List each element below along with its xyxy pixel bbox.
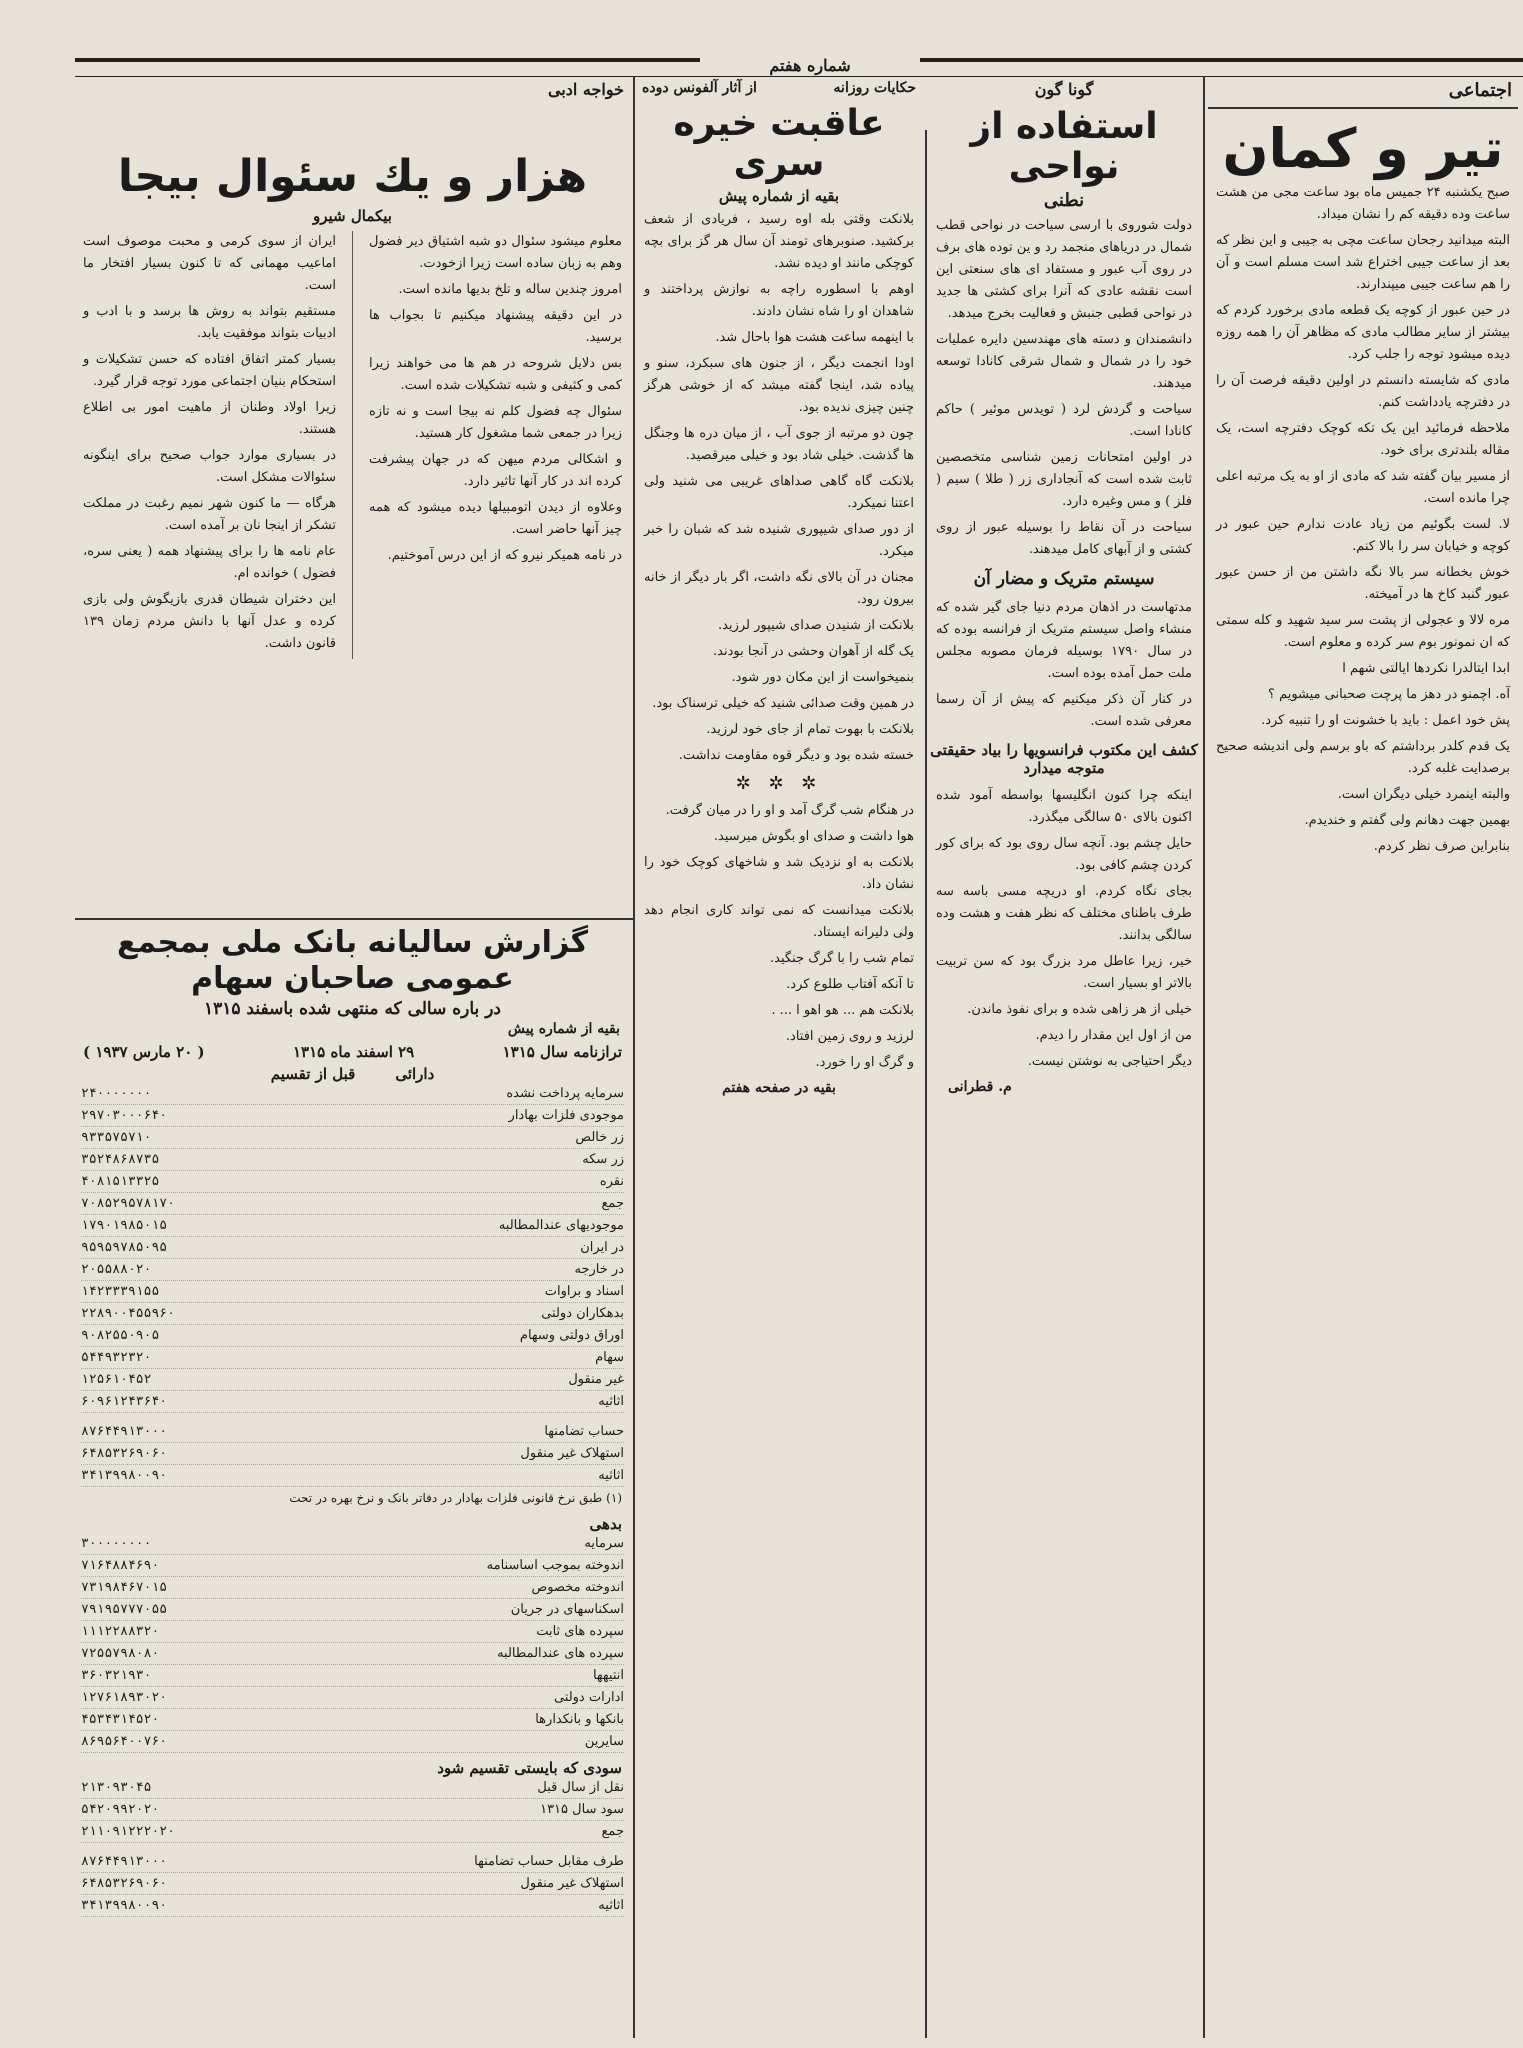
headline: هزار و یك سئوال بیجا <box>117 151 588 202</box>
ledger-row: زر سکه ۳۵۲۴۸۶۸۷۳۵ <box>81 1149 624 1171</box>
article-paragraph: از مسیر بیان گفته شد که مادی از او به یک مرتبه اعلی چرا مانده است. <box>1216 469 1510 507</box>
section-ornament: ✲ ✲ ✲ <box>735 773 823 795</box>
ledger-row: نقل از سال قبل ۲۱۳۰۹۳۰۴۵ <box>81 1777 624 1799</box>
article-paragraph: من از اول این مقدار را دیدم. <box>1035 1028 1192 1044</box>
article-paragraph: در حین عبور از کوچه یک قطعه مادی برخورد کردم که بیشتر از سایر مطالب مادی که مظاهر آن را همه روزه دیده میشود توجه را جلب کرد. <box>1216 303 1510 363</box>
article-paragraph: اودا انجمت دیگر ، از جنون های سبکرد، سنو و پیاده شد، اینجا گفته میشد که از خوشی هرگز چنین چیزی ندیده بود. <box>644 356 914 416</box>
article-paragraph: سیاحت و گردش لرد ( تویدس موئیر ) حاکم کانادا است. <box>936 402 1192 440</box>
ledger-row: طرف مقابل حساب تضامنها ۸۷۶۴۴۹۱۳۰۰۰ <box>81 1851 624 1873</box>
ledger-row: اثاثیه ۶۰۹۶۱۲۴۳۶۴۰ <box>81 1391 624 1413</box>
article-paragraph: یک قدم کلدر برداشتم که باو برسم ولی اندیشه صحیح برصدایت غلبه کرد. <box>1216 739 1510 777</box>
article-paragraph: بس دلایل شروحه در هم ها می خواهند زیرا کمی و کثیفی و شبه تشکیلات شده است. <box>369 356 622 394</box>
ledger-row: اسناد و براوات ۱۴۲۳۳۳۹۱۵۵ <box>81 1281 624 1303</box>
article-paragraph: در همین وقت صدائی شنید که خیلی ترسناک بود. <box>652 696 914 712</box>
ledger-row: موجودی فلزات بهادار ۲۹۷۰۳۰۰۰۶۴۰ <box>81 1105 624 1127</box>
statement-labels <box>75 1065 630 1083</box>
ledger-row: حساب تضامنها ۸۷۶۴۴۹۱۳۰۰۰ <box>81 1421 624 1443</box>
ledger-row: سپرده های عندالمطالبه ۷۲۵۵۷۹۸۰۸۰ <box>81 1643 624 1665</box>
article-paragraph: مادی که شایسته دانستم در اولین دقیقه فرصت آن را در دفترچه یادداشت کنم. <box>1216 373 1510 411</box>
article-hezar-soal <box>75 76 630 916</box>
ledger-row: موجودیهای عندالمطالبه ۱۷۹۰۱۹۸۵۰۱۵ <box>81 1215 624 1237</box>
article-paragraph: و اشکالی مردم میهن که در جهان پیشرفت کرده اند در کار آنها تاثیر دارد. <box>369 452 622 490</box>
liabilities-label: بدهی <box>589 1515 622 1533</box>
headline: عاقبت خیره سری <box>673 103 885 184</box>
article-paragraph: در این دقیقه پیشنهاد میکنیم تا بجواب ها برسید. <box>369 308 622 346</box>
ledger-row: اثاثیه ۳۴۱۳۹۹۸۰۰۹۰ <box>81 1465 624 1487</box>
ledger-row: جمع ۷۰۸۵۲۹۵۷۸۱۷۰ <box>81 1193 624 1215</box>
column-divider <box>633 76 635 2038</box>
before-split-label: قبل از تقسیم <box>270 1065 356 1083</box>
article-paragraph: مره لالا و عجولی از پشت سر سید شهید و کله سمتی که ان نمونور بوم سر کرده و معلوم است. <box>1216 613 1510 651</box>
article-paragraph: از دور صدای شیپوری شنیده شد که شبان را خبر میکرد. <box>644 522 914 560</box>
article-paragraph: ملاحظه فرمائید این یک تکه کوچک دفترچه است، یک مقاله بلندتری برای خود. <box>1216 421 1510 459</box>
liabilities-ledger <box>75 1533 630 1753</box>
article-paragraph: در کنار آن ذکر میکنیم که پیش از آن رسما معرفی شده است. <box>936 692 1192 730</box>
article-paragraph: تا آنکه آفتاب طلوع کرد. <box>786 977 914 993</box>
column-aghebat <box>636 76 922 2038</box>
article-paragraph: لرزید و روی زمین افتاد. <box>785 1029 914 1045</box>
statement-date-persian: ۲۹ اسفند ماه ۱۳۱۵ <box>293 1043 415 1061</box>
ledger-row: استهلاک غیر منقول ۶۴۸۵۳۲۶۹۰۶۰ <box>81 1873 624 1895</box>
article-body <box>636 800 922 1074</box>
section-kicker: گونا گون <box>1034 80 1094 99</box>
article-paragraph: بهمین جهت دهانم ولی گفتم و خندیدم. <box>1304 813 1510 829</box>
article-paragraph: اوهم با اسطوره راچه به نوازش پرداختند و شاهدان او را شاه نشان دادند. <box>644 282 914 320</box>
article-body <box>928 597 1200 733</box>
ledger-row: سرمایه ۳۰۰۰۰۰۰۰۰ <box>81 1533 624 1555</box>
headline: استفاده از نواحی <box>970 106 1158 187</box>
article-paragraph: دیگر احتیاجی به نوشتن نیست. <box>1027 1054 1192 1070</box>
article-paragraph: امروز چندین ساله و تلخ بدیها مانده است. <box>398 282 622 298</box>
bank-report <box>75 925 630 2035</box>
article-paragraph: مجنان در آن بالای نگه داشت، اگر بار دیگر از خانه بیرون رود. <box>644 570 914 608</box>
article-paragraph: بلانکت وقتی بله اوه رسید ، فریادی از شعف برکشید. صنوبرهای تومند آن سال هر گز برای بچه کوچکی مانند او دیده نشد. <box>644 212 914 272</box>
profit-heading: سودی که بایستی تقسیم شود <box>437 1759 622 1777</box>
article-paragraph: در نامه همیکر نیرو که از این درس آموختیم. <box>387 548 622 564</box>
ledger-row: در ایران ۹۵۹۵۹۷۸۵۰۹۵ <box>81 1237 624 1259</box>
article-paragraph: در بسیاری موارد جواب صحیح برای اینگونه سئوالات مشکل است. <box>83 448 336 486</box>
article-paragraph: بنابراین صرف نظر کردم. <box>1373 839 1510 855</box>
kicker-rule <box>1208 107 1518 109</box>
assets-ledger <box>75 1083 630 1413</box>
ledger-row: در خارجه ۲۰۵۵۸۸۰۲۰ <box>81 1259 624 1281</box>
section-kicker: اجتماعی <box>1448 80 1512 101</box>
ledger-row: انتیهها ۳۶۰۳۲۱۹۳۰ <box>81 1665 624 1687</box>
article-paragraph: در اولین امتحانات زمین شناسی متخصصین ثابت شده است که آنجاداری زر ( طلا ) سیم ( فلز ) و مس وغیره دارد. <box>936 450 1192 510</box>
article-body-right <box>361 231 630 659</box>
article-paragraph: با اینهمه ساعت هشت هوا باحال شد. <box>715 330 914 346</box>
section-kicker: خواجه ادبی <box>548 80 624 99</box>
article-paragraph: حایل چشم بود. آنچه سال روی بود که برای کور کردن چشم کافی بود. <box>936 836 1192 874</box>
profit-ledger <box>75 1777 630 1843</box>
report-title: گزارش سالیانه بانک ملی بمجمع عمومی صاحبان سهام <box>116 925 589 996</box>
bottom-ledger <box>75 1851 630 1917</box>
article-paragraph: مستقیم بتواند به روش ها برسد و با ادب و ادبیات بتواند موفقیت یابد. <box>83 304 336 342</box>
statement-title: ترازنامه سال ۱۳۱۵ <box>502 1043 622 1061</box>
ledger-row: اثاثیه ۳۴۱۳۹۹۸۰۰۹۰ <box>81 1895 624 1917</box>
article-paragraph: هرگاه — ما کنون شهر نمیم رغبت در مملکت تشکر از اینجا نان بر آمده است. <box>83 496 336 534</box>
ledger-row: اوراق دولتی وسهام ۹۰۸۲۵۵۰۹۰۵ <box>81 1325 624 1347</box>
ledger-row: اسکناسهای در جریان ۷۹۱۹۵۷۷۷۰۵۵ <box>81 1599 624 1621</box>
column-tir-o-kaman <box>1208 76 1518 2038</box>
column-kickers <box>636 76 922 100</box>
article-paragraph: هوا داشت و صدای او بگوش میرسید. <box>713 829 914 845</box>
column-divider <box>925 130 927 2038</box>
section-heading: سیستم متریک و مضار آن <box>973 569 1155 590</box>
ledger-row: سپرده های ثابت ۱۱۱۲۲۸۸۳۲۰ <box>81 1621 624 1643</box>
article-body-left <box>75 231 344 659</box>
two-column-body <box>75 231 630 659</box>
ledger-row: جمع ۲۱۱۰۹۱۲۲۲۰۲۰ <box>81 1821 624 1843</box>
article-paragraph: معلوم میشود سئوال دو شبه اشتیاق دیر فضول وهم به زبان ساده است زیرا ازخودت. <box>369 234 622 272</box>
article-paragraph: بلانکت به او نزدیک شد و شاخهای کوچک خود را نشان داد. <box>644 855 914 893</box>
article-paragraph: در هنگام شب گرگ آمد و او را در میان گرفت. <box>665 803 914 819</box>
column-estefade <box>928 76 1200 2038</box>
article-paragraph: چون دو مرتبه از جوی آب ، از میان دره ها وجنگل ها گذشت. خیلی شاد بود و خیلی میرقصید. <box>644 426 914 464</box>
article-paragraph: یک گله از آهوان وحشی در آنجا بودند. <box>713 644 914 660</box>
article-paragraph: بنمیخواست از این مکان دور شود. <box>731 670 914 686</box>
column-divider <box>1203 76 1205 2038</box>
article-body <box>928 785 1200 1073</box>
masthead: شماره هفتم <box>700 56 920 75</box>
section-heading: کشف این مکتوب فرانسویها را بیاد حقیقتی متوجه میدارد <box>930 741 1198 778</box>
report-dates <box>75 1039 630 1065</box>
article-paragraph: آه. اچمنو در دهز ما پرچت صحبانی میشویم ؟ <box>1268 687 1510 703</box>
article-paragraph: سیاحت در آن نقاط را بوسیله عبور از روی کشتی و از آبهای کامل میدهند. <box>936 520 1192 558</box>
article-paragraph: و گرگ او را خورد. <box>815 1055 914 1071</box>
subheadline: نطنی <box>1043 190 1085 212</box>
article-paragraph: دولت شوروی با ارسی سیاحت در نواحی قطب شمال در دریاهای منجمد رد و ین توده های برف در روی آب عبور و مستفاد ای های سنعتی این است نقشه عادی که آنرا برای کشتی ها جدید در نواحی قطبی جنبش و فعالیت بخرج میدهد. <box>936 218 1192 322</box>
article-paragraph: خیلی از هر زاهی شده و برای نفوذ ماندن. <box>967 1002 1192 1018</box>
headline: تیر و کمان <box>1222 117 1504 180</box>
article-paragraph: بسیار کمتر اتفاق افتاده که حسن تشکیلات و استحکام بنیان اجتماعی مورد توجه قرار گیرد. <box>83 352 336 390</box>
author-signature: م. قطرانی <box>948 1079 1012 1096</box>
ledger-row: نقره ۴۰۸۱۵۱۳۳۲۵ <box>81 1171 624 1193</box>
inner-divider <box>352 231 353 659</box>
article-paragraph: لا. لست بگوئیم من زیاد عادت ندارم حین عبور در کوچه و خیابان سر را بالا کنم. <box>1216 517 1510 555</box>
article-paragraph: ابدا ایتالدرا نکردها ایالتی شهم ا <box>1342 661 1510 677</box>
ledger-row: زر خالص ۹۳۳۵۷۵۷۱۰ <box>81 1127 624 1149</box>
ledger-row: اندوخته مخصوص ۷۳۱۹۸۴۶۷۰۱۵ <box>81 1577 624 1599</box>
ledger-footnote: (۱) طبق نرخ قانونی فلزات بهادار در دفاتر بانک و نرخ بهره در تحت <box>289 1491 622 1505</box>
ledger-row: سایرین ۸۶۹۵۶۴۰۰۷۶۰ <box>81 1731 624 1753</box>
article-paragraph: بلانکت از شنیدن صدای شیپور لرزید. <box>718 618 914 634</box>
article-paragraph: بلانکت هم ... هو اهو ا ... . <box>771 1003 914 1019</box>
article-body <box>1208 182 1518 858</box>
assets-label: دارائی <box>395 1065 435 1083</box>
ledger-row: ادارات دولتی ۱۲۷۶۱۸۹۳۰۲۰ <box>81 1687 624 1709</box>
article-paragraph: بلانکت گاه گاهی صداهای غریبی می شنید ولی اعتنا نمیکرد. <box>644 474 914 512</box>
article-paragraph: عام نامه ها را برای پیشنهاد همه ( یعنی سره، فضول ) خوانده ام. <box>83 544 336 582</box>
continued-note: بقیه از شماره پیش <box>507 1021 620 1037</box>
ledger-row: سود سال ۱۳۱۵ ۵۴۲۰۹۹۲۰۲۰ <box>81 1799 624 1821</box>
ledger-row: بدهکاران دولتی ۲۲۸۹۰۰۴۵۵۹۶۰ <box>81 1303 624 1325</box>
statement-date-gregorian: ( ۲۰ مارس ۱۹۳۷ ) <box>83 1043 205 1061</box>
article-paragraph: سئوال چه فضول کلم نه بیجا است و نه تازه زیرا در جمعی شما مشغول کار هستید. <box>369 404 622 442</box>
article-paragraph: بجای نگاه کردم. او دریچه مسی باسه سه طرف باطنای مختلف که نظر هفت و هشت وده سالگی بدانند. <box>936 884 1192 944</box>
article-paragraph: البته میدانید رجحان ساعت مچی به جیبی و این نظر که بعد از ساعت جیبی اختراع شد است مسلم است و آن را هم ساعت جیبی میپندارند. <box>1216 233 1510 293</box>
article-paragraph: دانشمندان و دسته های مهندسین دایره عملیات خود را در شمال و شمال شرقی کانادا توسعه میدهند. <box>936 332 1192 392</box>
article-paragraph: ایران از سوی کرمی و محبت موصوف است اماعیب مهمانی که تا کنون بسیار افتخار ما است. <box>83 234 336 294</box>
article-paragraph: بلانکت با بهوت تمام از جای خود لرزید. <box>706 722 914 738</box>
section-divider <box>75 918 633 920</box>
article-paragraph: پش خود اعمل : باید با خشونت او را تنبیه کرد. <box>1261 713 1510 729</box>
article-paragraph: این دختران شیطان قدری بازیگوش ولی بازی کرده و عدل آنها با دانش مردم زمان ۱۳۹ قانون داشت. <box>83 592 336 652</box>
ledger-row: سهام ۵۴۴۹۳۲۳۲۰ <box>81 1347 624 1369</box>
article-paragraph: خیر، زیرا عاطل مرد بزرگ بود که سن تربیت بالاتر او بسیار است. <box>936 954 1192 992</box>
ledger-row: استهلاک غیر منقول ۶۴۸۵۳۲۶۹۰۶۰ <box>81 1443 624 1465</box>
continued-note: بقیه از شماره پیش <box>718 187 840 206</box>
guarantee-ledger <box>75 1421 630 1487</box>
ledger-row: غیر منقول ۱۲۵۶۱۰۴۵۲ <box>81 1369 624 1391</box>
article-paragraph: تمام شب را با گرگ جنگید. <box>770 951 914 967</box>
article-body <box>928 215 1200 561</box>
section-kicker: حکایات روزانه <box>833 80 916 96</box>
article-body <box>636 209 922 767</box>
ledger-row: سرمایه پرداخت نشده ۲۴۰۰۰۰۰۰۰ <box>81 1083 624 1105</box>
article-paragraph: والبته اینمرد خیلی دیگران است. <box>1337 787 1510 803</box>
article-paragraph: خوش بخطانه سر بالا نگه داشتن من از حسن عبور عبور گنبد کاخ ها در آمیخته. <box>1216 565 1510 603</box>
byline: بیکمال شیرو <box>313 207 392 226</box>
article-paragraph: بلانکت میدانست که نمی تواند کاری انجام دهد ولی دلیرانه ایستاد. <box>644 903 914 941</box>
article-paragraph: مدتهاست در اذهان مردم دنیا جای گیر شده که منشاء واصل سیستم متریک از فرانسه بوده که در سال ۱۷۹۰ بوسیله فرمان مصوبه مجلس ملت حمل آمده بوده است. <box>936 600 1192 682</box>
article-paragraph: زیرا اولاد وطنان از ماهیت امور بی اطلاع هستند. <box>83 400 336 438</box>
article-paragraph: وعلاوه از دیدن اتومبیلها دیده میشود که همه چیز آنها حاضر است. <box>369 500 622 538</box>
article-paragraph: اینکه چرا کنون انگلیسها بواسطه آمود شده اکنون بالای ۵۰ سالگی میگذرد. <box>936 788 1192 826</box>
ledger-row: بانکها و بانکدارها ۴۵۳۴۳۱۴۵۲۰ <box>81 1709 624 1731</box>
continued-on-page: بقیه در صفحه هفتم <box>722 1080 836 1097</box>
article-paragraph: خسته شده بود و دیگر قوه مقاومت نداشت. <box>678 748 914 764</box>
report-subtitle: در باره سالی که منتهی شده باسفند ۱۳۱۵ <box>203 999 501 1019</box>
article-lead: صبح یکشنبه ۲۴ جمیس ماه بود ساعت مجی من هشت ساعت وده دقیقه کم را نشان میداد. <box>1216 185 1510 223</box>
ledger-row: اندوخته بموجب اساسنامه ۷۱۶۴۸۸۴۶۹۰ <box>81 1555 624 1577</box>
author-credit: از آثار آلفونس دوده <box>642 80 757 96</box>
